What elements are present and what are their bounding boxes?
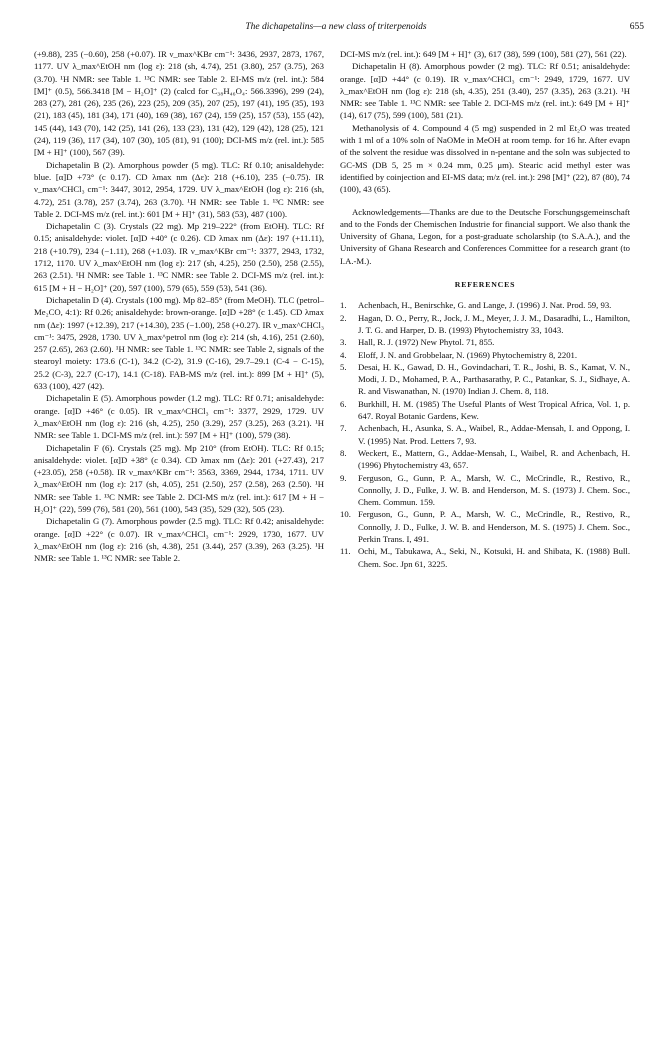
reference-number: 5. xyxy=(340,361,347,372)
dichapetalin-e-paragraph: Dichapetalin E (5). Amorphous powder (1.2 mg). TLC: Rf 0.71; anisaldehyde: orange. [α]D +46° (c 0.05). IR ν_max^CHCl₃ cm⁻¹: 3377, 2929, 1729. UV λ_max^EtOH nm (log ε): 216 (sh, 4.25), 250 (3.29), 257 (3.25), 263 (3.21). ¹H NMR: see Table 1. DCI-MS m/z (rel. int.): 597 [M + H]⁺ (100), 579 (38). xyxy=(34,393,324,441)
reference-item xyxy=(340,349,630,361)
reference-item xyxy=(340,336,630,348)
reference-number: 11. xyxy=(340,546,351,557)
reference-number: 10. xyxy=(340,509,351,520)
reference-item xyxy=(340,361,630,398)
reference-list xyxy=(340,299,630,570)
dichapetalin-g-paragraph: Dichapetalin G (7). Amorphous powder (2.5 mg). TLC: Rf 0.42; anisaldehyde: orange. [α]D +22° (c 0.07). IR ν_max^CHCl₃ cm⁻¹: 2929, 1730, 1677. UV λ_max^EtOH nm (log ε): 216 (sh, 4.38), 251 (3.44), 257 (3.39), 263 (3.25). ¹H NMR: see Table 1. ¹³C NMR: see Table 2. xyxy=(34,516,324,564)
reference-number: 3. xyxy=(340,337,347,348)
reference-number: 1. xyxy=(340,300,347,311)
reference-number: 9. xyxy=(340,472,347,483)
running-title: The dichapetalins—a new class of triterpenoids xyxy=(245,22,427,32)
reference-text: Achenbach, H., Asunka, S. A., Waibel, R., Addae-Mensah, I. and Oppong, I. V. (1995) Nat. Prod. Letters 7, 93. xyxy=(358,423,630,446)
compound-1-data-continued: (+9.88), 235 (−0.60), 258 (+0.07). IR ν_max^KBr cm⁻¹: 3436, 2937, 2873, 1767, 1177. UV λ_max^EtOH nm (log ε): 218 (sh, 4.74), 251 (3.80), 257 (3.75), 263 (3.70). ¹H NMR: see Table 1. ¹³C NMR: see Table 2. EI-MS m/z (rel. int.): 584 [M]⁺ (0.5), 566.3418 [M − H₂O]⁺ (2) (calcd for C₃₈H₄₆O₄: 566.3396), 299 (24), 283 (27), 281 (26), 235 (26), 223 (25), 209 (35), 207 (25), 197 (41), 195 (35), 193 (21), 183 (45), 181 (34), 171 (40), 169 (38), 167 (24), 159 (25), 157 (53), 155 (42), 145 (44), 143 (70), 142 (25), 141 (26), 133 (23), 131 (42), 129 (42), 128 (25), 121 (24), 119 (36), 117 (34), 107 (30), 105 (81), 91 (100); DCI-MS m/z (rel. int.): 585 [M + H]⁺ (100), 567 (39). xyxy=(34,49,324,158)
dichapetalin-d-paragraph: Dichapetalin D (4). Crystals (100 mg). Mp 82–85° (from MeOH). TLC (petrol–Me₂CO, 4:1): Rf 0.26; anisaldehyde: brown-orange. [α]D +28° (c 1.45). CD λmax nm (Δε): 1997 (+12.39), 217 (+14.30), 235 (−1.00), 258 (+0.27). IR ν_max^CHCl₃ cm⁻¹: 3475, 2928, 1730. UV λ_max^petrol nm (log ε): 214 (sh, 4.16), 251 (2.60), 257 (2.65), 263 (2.60). ¹H NMR: see Table 1. ¹³C NMR: see Table 2, signals of the stearoyl moiety: 173.6 (C-1), 34.2 (C-2), 31.9 (C-16), 29.7–29.1 (C-4 − C-15), 25.2 (C-3), 22.7 (C-17), 14.1 (C-18). FAB-MS m/z (rel. int.): 899 [M + H]⁺ (5), 633 (100), 427 (42). xyxy=(34,294,324,392)
reference-item xyxy=(340,508,630,545)
reference-item xyxy=(340,299,630,311)
references-heading: REFERENCES xyxy=(454,280,516,290)
dichapetalin-c-paragraph: Dichapetalin C (3). Crystals (22 mg). Mp 219–222° (from EtOH). TLC: Rf 0.15; anisaldehyde: violet. [α]D +40° (c 0.26). CD λmax nm (Δε): 197 (+11.11), 218 (+10.79), 234 (−1.11), 268 (+1.03). IR ν_max^KBr cm⁻¹: 3377, 2943, 1732, 1712, 1170. UV λ_max^EtOH nm (log ε): 217 (sh, 4.25), 250 (2.50), 258 (2.55), 263 (2.51). ¹H NMR: see Table 1. ¹³C NMR: see Table 2. DCI-MS m/z (rel. int.): 615 [M + H − H₂O]⁺ (20), 597 (100), 579 (65), 559 (53), 541 (36). xyxy=(34,221,324,293)
reference-text: Eloff, J. N. and Grobbelaar, N. (1969) Phytochemistry 8, 2201. xyxy=(358,349,578,360)
reference-number: 6. xyxy=(340,398,347,409)
reference-text: Ochi, M., Tabukawa, A., Seki, N., Kotsuki, H. and Shibata, K. (1988) Bull. Chem. Soc. Jpn 61, 3225. xyxy=(358,546,630,569)
reference-item xyxy=(340,545,630,570)
reference-text: Weckert, E., Mattern, G., Addae-Mensah, I., Waibel, R. and Achenbach, H. (1996) Phytochemistry 43, 657. xyxy=(358,447,630,471)
reference-text: Hagan, D. O., Perry, R., Jock, J. M., Meyer, J. J. M., Dasaradhi, L., Hamilton, J. T. G. and Harper, D. B. (1993) Phytochemistry 33, 1043. xyxy=(358,312,630,335)
dichapetalin-h-paragraph: Dichapetalin H (8). Amorphous powder (2 mg). TLC: Rf 0.51; anisaldehyde: orange. [α]D +44° (c 0.19). IR ν_max^CHCl₃ cm⁻¹: 2949, 1729, 1677. UV λ_max^EtOH nm (log ε): 218 (sh, 4.35), 251 (3.40), 257 (3.35), 263 (3.21). ¹H NMR: see Table 1. ¹³C NMR: see Table 2. DCI-MS m/z (rel. int.): 649 [M + H]⁺ (14), 617 (75), 599 (100), 581 (21). xyxy=(340,61,630,121)
reference-item xyxy=(340,398,630,423)
methanolysis-paragraph: Methanolysis of 4. Compound 4 (5 mg) suspended in 2 ml Et₂O was treated with 1 ml of a 10% soln of NaOMe in MeOH at room temp. for 16 hr. After evapn of the solvent the residue was dissolved in n-pentane and the soln was subjected to GC-MS (DB 5, 25 m × 0.24 mm, 0.25 μm). Stearic acid methyl ester was identified by coinjection and EI-MS data; m/z (rel. int.): 298 [M]⁺ (22), 87 (80), 74 (100), 43 (65). xyxy=(340,122,630,195)
reference-text: Ferguson, G., Gunn, P. A., Marsh, W. C., McCrindle, R., Restivo, R., Connolly, J. D., Fulke, J. W. B. and Henderson, M. S. (1973) J. Chem. Soc., Chem. Commun. 159. xyxy=(358,472,630,508)
reference-text: Ferguson, G., Gunn, P. A., Marsh, W. C., McCrindle, R., Restivo, R., Connolly, J. D., Fulke, J. W. B. and Henderson, M. S. (1975) J. Chem. Soc., Perkin Trans. I, 491. xyxy=(358,509,630,544)
reference-number: 7. xyxy=(340,423,347,434)
acknowledgements: Acknowledgements—Thanks are due to the Deutsche Forschungsgemeinschaft and to the Fonds der Chemischen Industrie for financial support. We also thank the University of Ghana, Legon, for a post-graduate scholarship (to S.A.A.), and the University of Ghana Research and Conferences Committee for a research grant (to I.A.-M.). xyxy=(340,206,630,266)
left-column xyxy=(34,48,324,564)
right-column xyxy=(340,48,630,570)
dichapetalin-f-paragraph: Dichapetalin F (6). Crystals (25 mg). Mp 210° (from EtOH). TLC: Rf 0.15; anisaldehyde: violet. [α]D +38° (c 0.34). CD λmax nm (Δε): 201 (+27.43), 217 (+23.05), 258 (+0.58). IR ν_max^KBr cm⁻¹: 3563, 3369, 2944, 1734, 1711. UV λ_max^EtOH nm (log ε): 217 (sh, 4.05), 251 (2.50), 257 (2.58), 263 (2.50). ¹H NMR: see Table 1. ¹³C NMR: see Table 2. DCI-MS m/z (rel. int.): 617 [M + H − H₂O]⁺ (22), 599 (76), 581 (20), 561 (100), 543 (35), 529 (32), 505 (23). xyxy=(34,442,324,514)
reference-text: Desai, H. K., Gawad, D. H., Govindachari, T. R., Joshi, B. S., Kamat, V. N., Modi, J. D., Mohamed, P. A., Parthasarathy, P. C., Patankar, S. J., Sidhaye, A. R. and Viswanathan, N. (1970) Indian J. Chem. 8, 118. xyxy=(358,361,630,397)
dichapetalin-g-continued: DCI-MS m/z (rel. int.): 649 [M + H]⁺ (3), 617 (38), 599 (100), 581 (27), 561 (22). xyxy=(340,49,627,59)
reference-number: 4. xyxy=(340,349,347,360)
reference-item xyxy=(340,312,630,337)
reference-number: 8. xyxy=(340,447,347,458)
reference-item xyxy=(340,447,630,472)
page-number: 655 xyxy=(629,22,644,32)
reference-item xyxy=(340,422,630,447)
reference-number: 2. xyxy=(340,312,347,323)
reference-text: Burkhill, H. M. (1985) The Useful Plants of West Tropical Africa, Vol. 1, p. 647. Royal Botanic Gardens, Kew. xyxy=(358,398,630,422)
reference-text: Hall, R. J. (1972) New Phytol. 71, 855. xyxy=(358,337,495,348)
reference-item xyxy=(340,472,630,509)
reference-text: Achenbach, H., Benirschke, G. and Lange, J. (1996) J. Nat. Prod. 59, 93. xyxy=(358,300,612,311)
dichapetalin-b-paragraph: Dichapetalin B (2). Amorphous powder (5 mg). TLC: Rf 0.10; anisaldehyde: blue. [α]D +73° (c 0.17). CD λmax nm (Δε): 218 (+6.10), 235 (−0.75). IR ν_max^CHCl₃ cm⁻¹: 3447, 3012, 2954, 1729. UV λ_max^EtOH (log ε): 216 (sh, 4.72), 251 (3.78), 257 (3.74), 263 (3.70). ¹H NMR: see Table 1. ¹³C NMR: see Table 2. DCI-MS m/z (rel. int.): 601 [M + H]⁺ (31), 583 (53), 487 (100). xyxy=(34,159,324,219)
